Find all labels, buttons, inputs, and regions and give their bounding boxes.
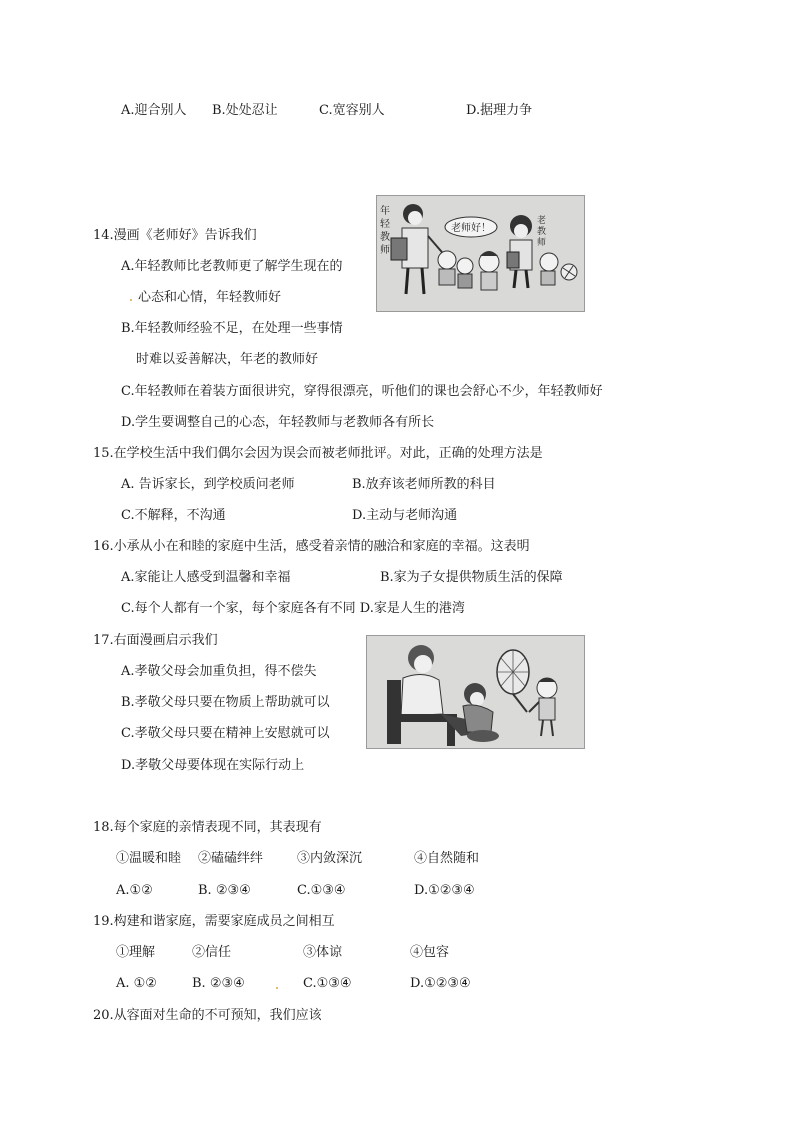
q13-option-c: C.宽容别人 [319,103,385,118]
q18-option-b: B. ②③④ [198,883,251,898]
q15-option-d: D.主动与老师沟通 [352,508,458,523]
q19-option-d: D.①②③④ [410,976,471,991]
q14-option-b-line2: 时难以妥善解决，年老的教师好 [136,352,319,367]
q19-option-b: B. ②③④ [192,976,245,991]
q18-option-d: D.①②③④ [414,883,475,898]
q16-stem: 16.小承从小在和睦的家庭中生活，感受着亲情的融洽和家庭的幸福。这表明 [93,539,530,554]
q15-option-a: A. 告诉家长，到学校质问老师 [121,477,295,492]
q19-option-a: A. ①② [116,976,157,991]
q19-item-4: ④包容 [410,945,450,960]
q14-option-d: D.学生要调整自己的心态，年轻教师与老教师各有所长 [121,415,435,430]
q17-option-b: B.孝敬父母只要在物质上帮助就可以 [121,695,330,710]
filial-comic-image [366,635,585,749]
filial-comic-drawing [367,636,584,748]
q17-option-c: C.孝敬父母只要在精神上安慰就可以 [121,726,330,741]
q19-item-3: ③体谅 [303,945,343,960]
comic-speech-bubble: 老师好！ [451,223,491,234]
q18-stem: 18.每个家庭的亲情表现不同，其表现有 [93,820,322,835]
comic-left-label-3: 教 [380,232,390,243]
q14-option-a-line2: 心态和心情，年轻教师好 [138,290,282,305]
q15-option-b: B.放弃该老师所教的科目 [352,477,496,492]
q18-option-c: C.①③④ [297,883,346,898]
q19-item-1: ①理解 [116,945,156,960]
q14-option-a-line1: A.年轻教师比老教师更了解学生现在的 [121,259,343,274]
q20-stem: 20.从容面对生命的不可预知，我们应该 [93,1008,322,1023]
q19-stem: 19.构建和谐家庭，需要家庭成员之间相互 [93,914,335,929]
q18-item-1: ①温暖和睦 [116,851,182,866]
q19-option-c: C.①③④ [303,976,352,991]
q14-option-c: C.年轻教师在着装方面很讲究，穿得很漂亮，听他们的课也会舒心不少，年轻教师好 [121,384,603,399]
teacher-comic-image [376,195,585,312]
comic-left-label-4: 师 [380,245,390,256]
teacher-comic-drawing [377,196,584,311]
q16-option-c-d: C.每个人都有一个家，每个家庭各有不同 D.家是人生的港湾 [121,601,465,616]
comic-right-label-2: 教 [537,227,547,237]
q18-item-4: ④自然随和 [414,851,480,866]
ink-speck [276,987,278,989]
comic-left-label-1: 年 [380,206,390,217]
q17-option-a: A.孝敬父母会加重负担，得不偿失 [121,664,317,679]
q13-option-d: D.据理力争 [466,103,533,118]
q13-option-b: B.处处忍让 [212,103,278,118]
q14-stem: 14.漫画《老师好》告诉我们 [93,228,257,243]
q18-item-2: ②磕磕绊绊 [198,851,264,866]
q14-option-b-line1: B.年轻教师经验不足，在处理一些事情 [121,321,343,336]
q18-option-a: A.①② [116,883,153,898]
q17-option-d: D.孝敬父母要体现在实际行动上 [121,758,305,773]
q19-item-2: ②信任 [192,945,232,960]
q15-option-c: C.不解释，不沟通 [121,508,226,523]
q15-stem: 15.在学校生活中我们偶尔会因为误会而被老师批评。对此，正确的处理方法是 [93,446,543,461]
comic-left-label-2: 轻 [380,219,390,230]
q13-option-a: A.迎合别人 [121,103,187,118]
q16-option-a: A.家能让人感受到温馨和幸福 [121,570,291,585]
q18-item-3: ③内敛深沉 [297,851,363,866]
q16-option-b: B.家为子女提供物质生活的保障 [380,570,563,585]
q17-stem: 17.右面漫画启示我们 [93,633,218,648]
ink-speck [130,299,132,301]
comic-right-label-3: 师 [537,238,547,248]
comic-right-label-1: 老 [537,216,547,226]
